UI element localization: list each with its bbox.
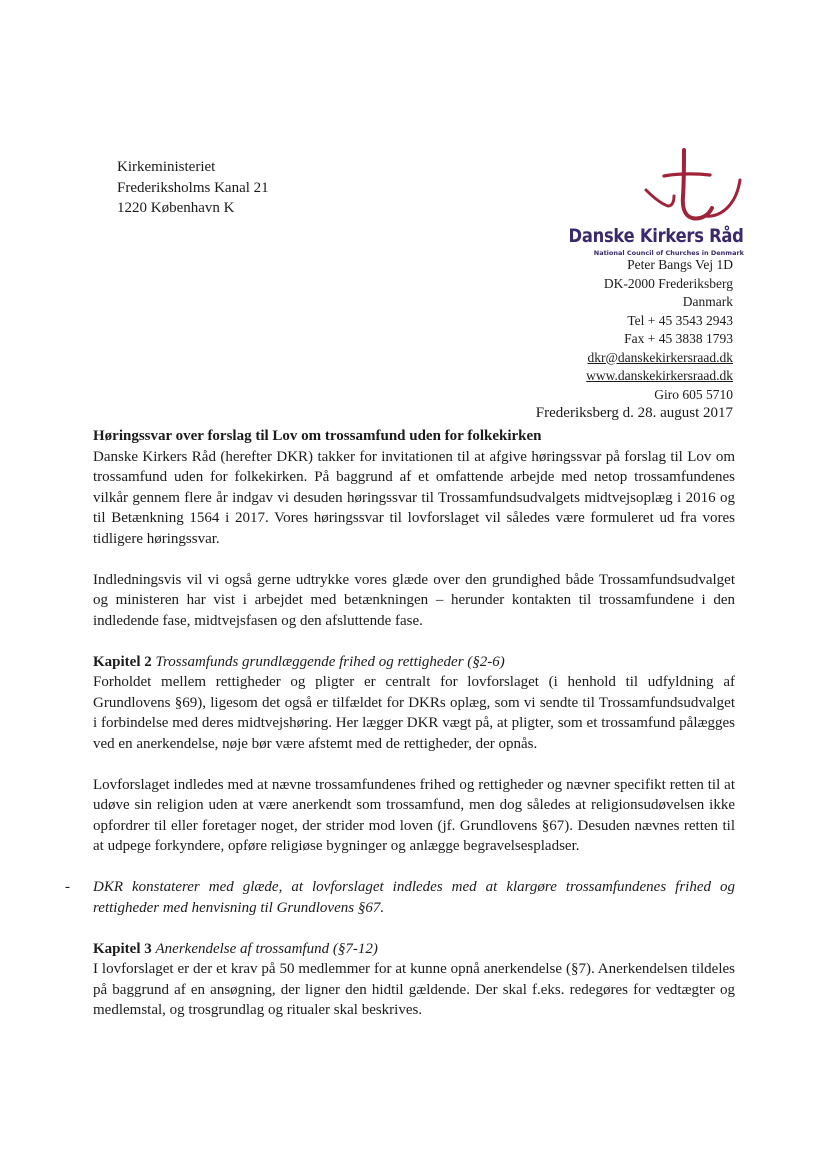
opening-paragraph: Indledningsvis vil vi også gerne udtrykke vores glæde over den grundighed både Trossamfundsudvalget og ministeren har vist i arbejdet med betænkningen – herunder kontakten til trossamfundene i den indledende fase, midtvejsfasen og den afsluttende fase. (93, 571, 735, 629)
sender-street: Peter Bangs Vej 1D (627, 257, 733, 272)
intro-paragraph: Danske Kirkers Råd (herefter DKR) takker for invitationen til at afgive høringssvar på forslag til Lov om trossamfund uden for folkekirken. På baggrund af et omfattende arbejde med netop trossamfundenes vilkår gennem flere år indgav vi desuden høringssvar til Trossamfundsudvalgets midtvejsoplæg i 2016 og til Betænkning 1564 i 2017. Vores høringssvar til lovforslaget vil således være formuleret ud fra vores tidligere høringssvar. (93, 448, 735, 547)
recipient-line: 1220 København K (117, 200, 235, 216)
chapter-label: Kapitel 3 (93, 940, 152, 957)
chapter-title: Trossamfunds grundlæggende frihed og rettigheder (§2-6) (155, 653, 505, 670)
website-link[interactable]: www.danskekirkersraad.dk (586, 368, 733, 383)
letter-date: Frederiksberg d. 28. august 2017 (535, 405, 733, 421)
chapter-3-paragraph: I lovforslaget er der et krav på 50 medlemmer for at kunne opnå anerkendelse (§7). Anerkendelsen tildeles på baggrund af en ansøgning, der ligner den hidtil gældende. Der skal f.eks. redegøres for vedtægter og medlemstal, og trosgrundlag og ritualer skal beskrives. (93, 961, 735, 1018)
chapter-label: Kapitel 2 (93, 653, 152, 670)
letter-body (65, 426, 735, 1021)
logo-subtitle: National Council of Churches in Denmark (593, 249, 744, 257)
sender-giro: Giro 605 5710 (654, 386, 733, 402)
chapter-3-heading (93, 939, 735, 960)
sender-address (586, 256, 733, 404)
logo-name: Danske Kirkers Råd (568, 225, 744, 247)
chapter-2-paragraph: Lovforslaget indledes med at nævne trossamfundenes frihed og rettigheder og nævner specifikt retten til at udøve sin religion uden at være anerkendt som trossamfund, men dog således at religionsudøvelsen ikke opfordrer til eller foretager noget, der strider mod loven (jf. Grundlovens §67). Desuden nævnes retten til at udpege forkyndere, opføre religiøse bygninger og anlægge begravelsespladser. (93, 776, 735, 854)
sender-fax: Fax + 45 3838 1793 (624, 331, 733, 346)
recipient-line: Kirkeministeriet (117, 159, 216, 175)
chapter-2-heading (93, 652, 735, 673)
recipient-address (117, 157, 269, 219)
recipient-line: Frederiksholms Kanal 21 (117, 179, 269, 196)
chapter-2-paragraph: Forholdet mellem rettigheder og pligter er centralt for lovforslaget (i henhold til udfyldning af Grundlovens §69), ligesom det også er tilfældet for DKRs oplæg, som vi sendte til Trossamfundsudvalget i forbindelse med deres midtvejshøring. Her lægger DKR vægt på, at pligter, som et trossamfund pålægges ved en anerkendelse, nøje bør være afstemt med de rettigheder, der opnås. (93, 674, 735, 752)
bullet-text: DKR konstaterer med glæde, at lovforslaget indledes med at klargøre trossamfundenes frihed og rettigheder med henvisning til Grundlovens §67. (93, 879, 735, 916)
sender-tel: Tel + 45 3543 2943 (627, 312, 733, 328)
sender-country: Danmark (682, 294, 733, 309)
bullet-dash: - (65, 879, 70, 895)
bullet-item (65, 877, 735, 918)
email-link[interactable]: dkr@danskekirkersraad.dk (587, 349, 733, 365)
cross-and-anchor-logo-icon (640, 146, 744, 228)
letter-heading: Høringssvar over forslag til Lov om trossamfund uden for folkekirken (93, 428, 542, 444)
sender-city: DK-2000 Frederiksberg (603, 275, 733, 291)
chapter-title: Anerkendelse af trossamfund (§7-12) (155, 940, 378, 957)
